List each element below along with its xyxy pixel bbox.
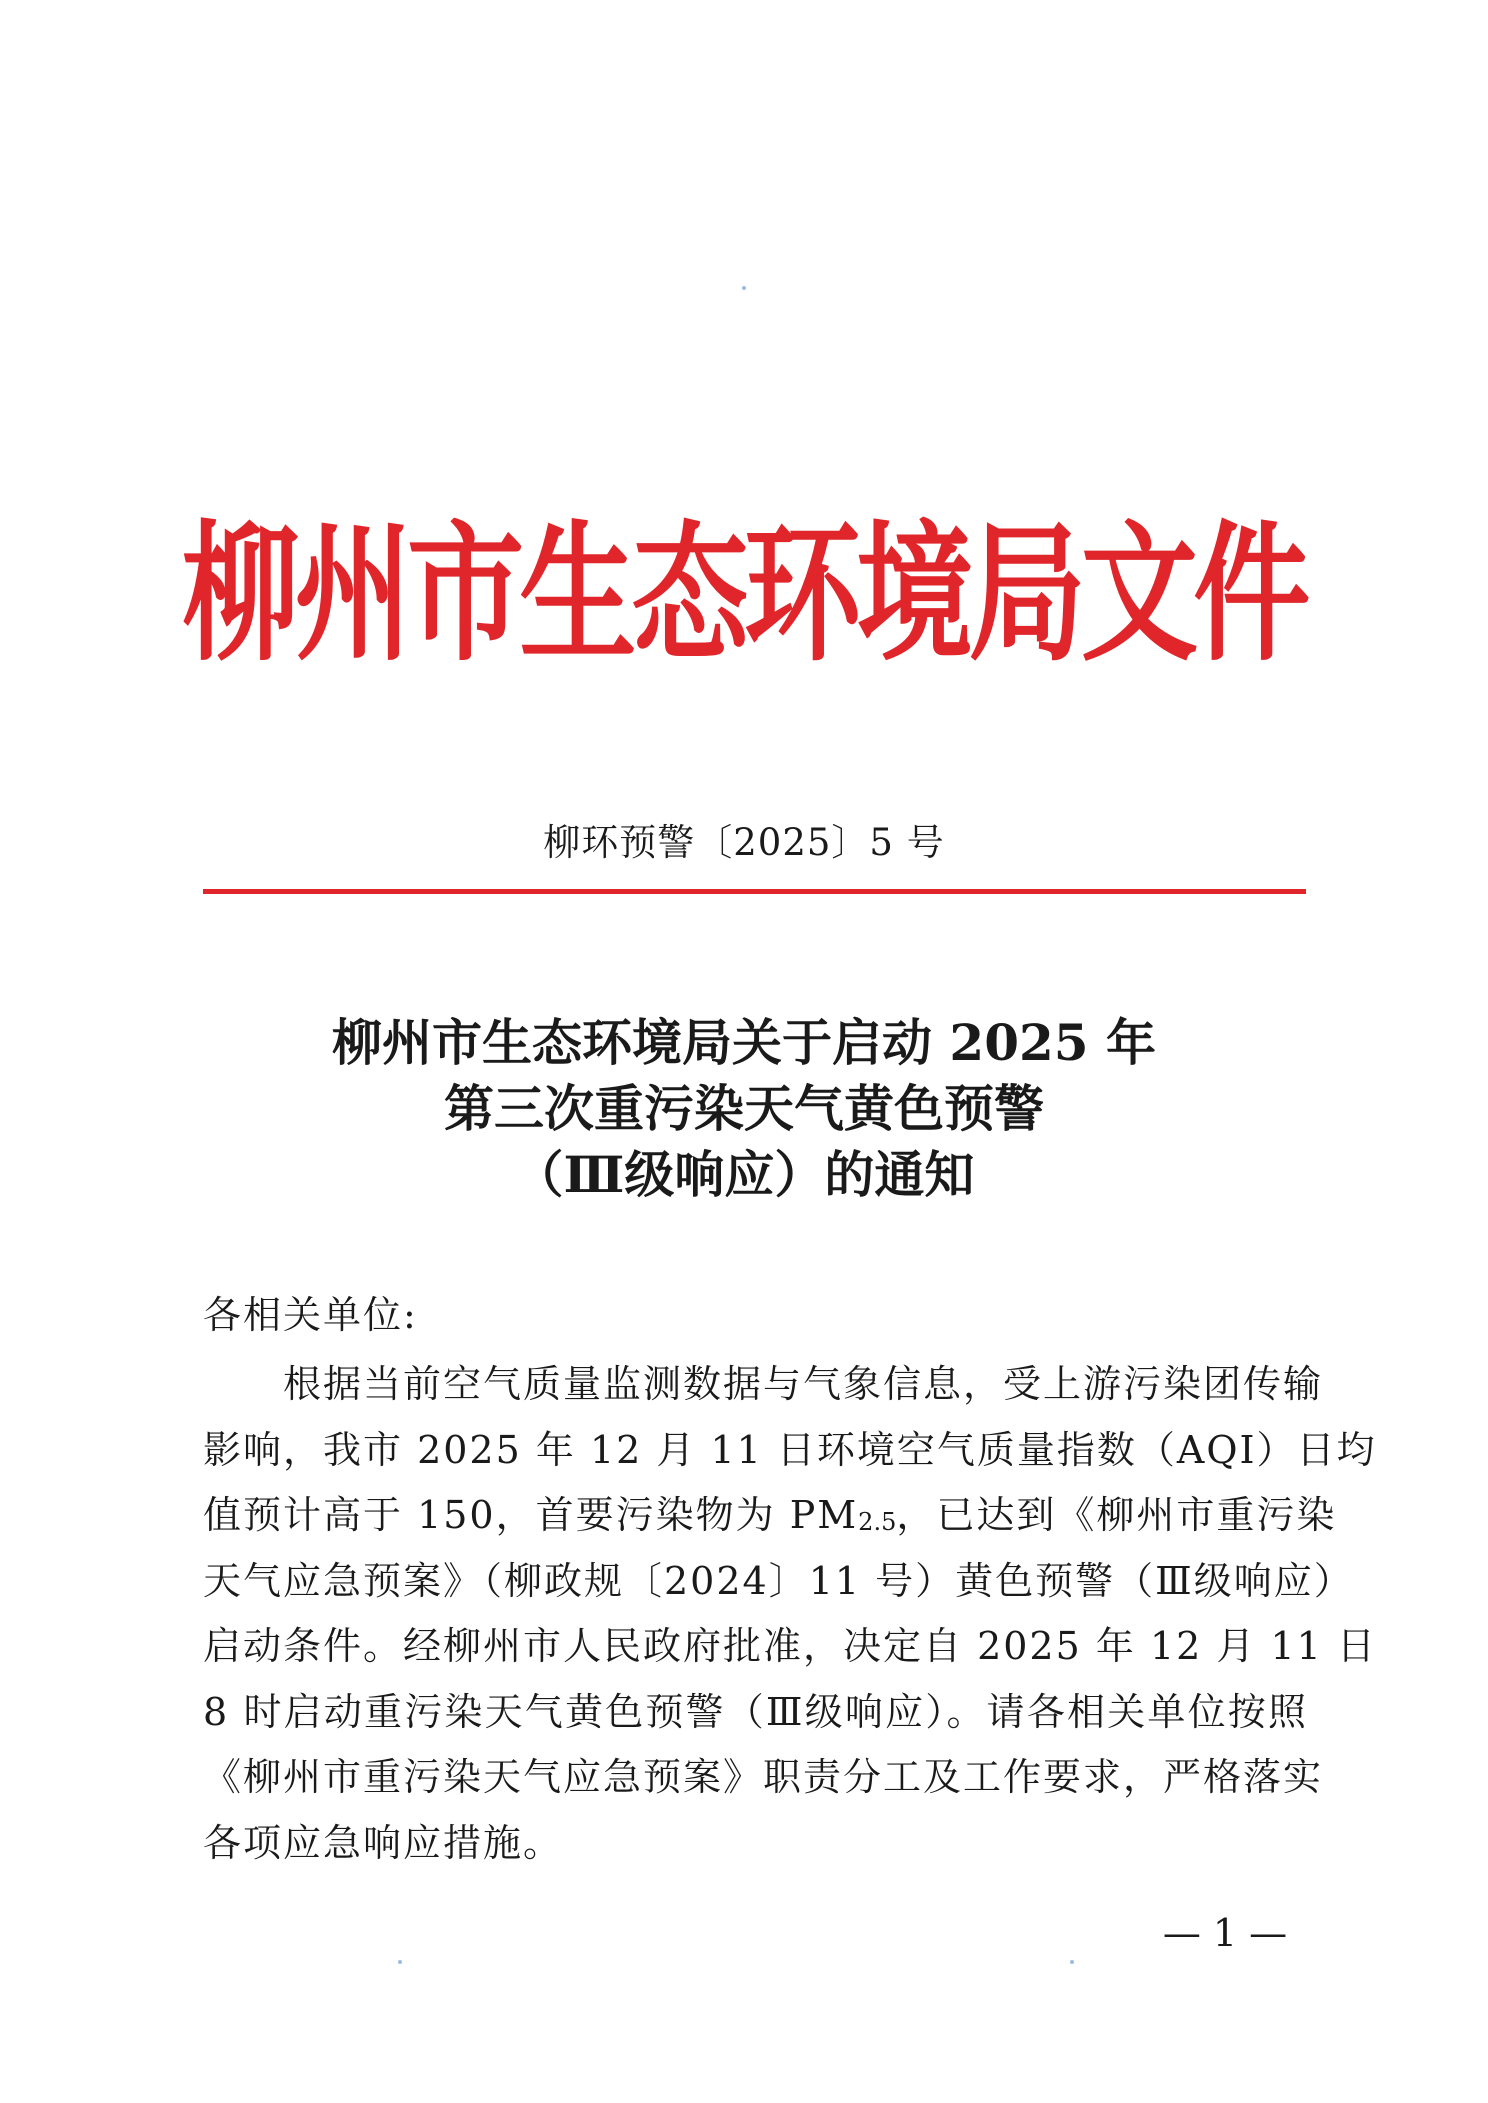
- body-line-7: 《柳州市重污染天气应急预案》职责分工及工作要求，严格落实: [203, 1755, 1324, 1799]
- body-line-3-b: ，已达到《柳州市重污染: [896, 1493, 1337, 1537]
- scan-speck: [398, 1960, 402, 1964]
- body-line-1: 根据当前空气质量监测数据与气象信息，受上游污染团传输: [283, 1362, 1324, 1406]
- body-line-3-a: 值预计高于 150，首要污染物为 PM: [203, 1493, 859, 1537]
- scan-speck: [1070, 1960, 1074, 1964]
- body-line-6: 8 时启动重污染天气黄色预警（Ⅲ级响应）。请各相关单位按照: [203, 1689, 1308, 1734]
- body-line-8: 各项应急响应措施。: [203, 1820, 564, 1865]
- page-number: — 1 —: [1162, 1911, 1288, 1955]
- pm25-subscript: 2.5: [858, 1508, 897, 1536]
- salutation: 各相关单位:: [203, 1293, 418, 1337]
- body-line-2: 影响，我市 2025 年 12 月 11 日环境空气质量指数（AQI）日均: [203, 1427, 1377, 1472]
- red-divider-line: [203, 889, 1306, 894]
- scan-speck: [742, 286, 746, 290]
- title-line-3: （Ⅲ级响应）的通知: [513, 1145, 975, 1204]
- masthead-title: [0, 505, 1488, 685]
- title-line-2: 第三次重污染天气黄色预警: [444, 1079, 1044, 1138]
- body-line-3: [203, 1483, 1337, 1549]
- body-paragraph: [203, 1352, 1377, 1876]
- document-number: 柳环预警〔2025〕5 号: [543, 821, 945, 864]
- body-line-4: 天气应急预案》（柳政规〔2024〕11 号）黄色预警（Ⅲ级响应）: [203, 1558, 1354, 1603]
- body-line-5: 启动条件。经柳州市人民政府批准，决定自 2025 年 12 月 11 日: [203, 1624, 1377, 1668]
- masthead-text: 柳州市生态环境局文件: [182, 508, 1306, 682]
- notice-title: [0, 1010, 1488, 1208]
- title-line-1: 柳州市生态环境局关于启动 2025 年: [332, 1013, 1156, 1072]
